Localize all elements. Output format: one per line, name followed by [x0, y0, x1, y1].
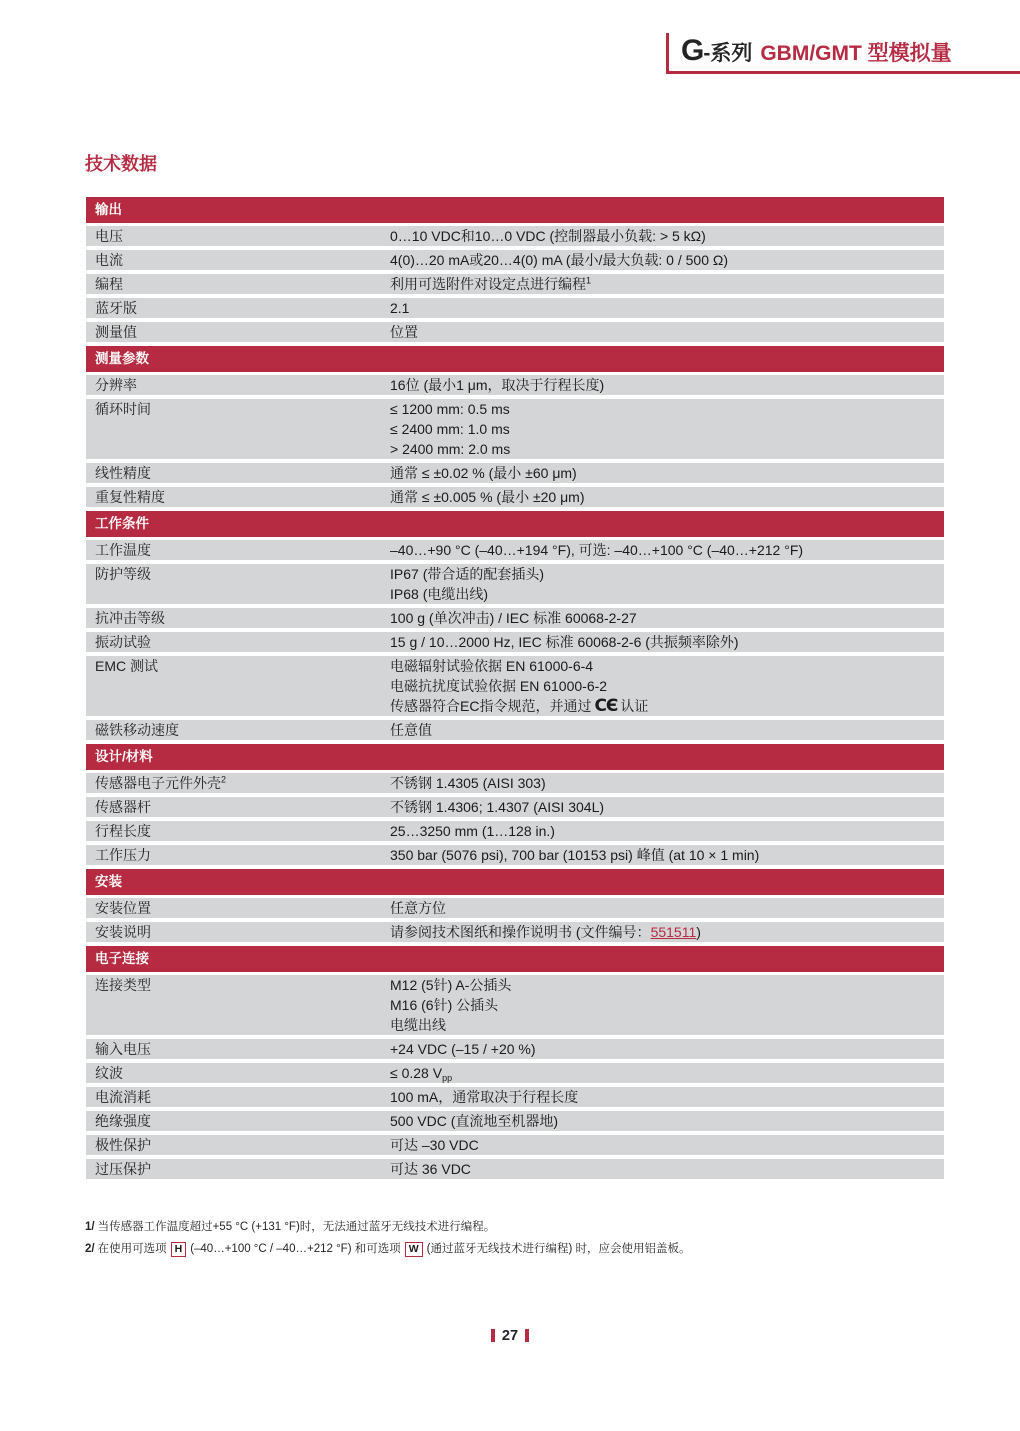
- spec-label: 线性精度: [95, 465, 151, 481]
- spec-row: [86, 540, 944, 560]
- section-header-electrical-connection: 电子连接: [86, 946, 944, 972]
- install-note-pre: 请参阅技术图纸和操作说明书 (文件编号：: [390, 924, 651, 940]
- spec-value: 0…10 VDC和10…0 VDC (控制器最小负载: > 5 kΩ): [390, 228, 706, 244]
- footnote-1-text: 当传感器工作温度超过+55 °C (+131 °F)时，无法通过蓝牙无线技术进行编程。: [97, 1221, 496, 1233]
- spec-value: 4(0)…20 mA或20…4(0) mA (最小/最大负载: 0 / 500 Ω): [390, 252, 728, 268]
- header-accent-bar: [666, 33, 669, 71]
- footnote-ref-2: 2: [221, 774, 227, 785]
- page-footer: [0, 1327, 1020, 1345]
- option-w-box: W: [405, 1242, 423, 1257]
- spec-row: [86, 375, 944, 395]
- spec-label: 循环时间: [95, 401, 151, 417]
- spec-label: 电压: [95, 228, 123, 244]
- spec-row: [86, 975, 944, 1035]
- spec-value: –40…+90 °C (–40…+194 °F), 可选: –40…+100 °C (–40…+212 °F): [390, 542, 804, 558]
- spec-value: [390, 656, 935, 716]
- spec-row: [86, 898, 944, 918]
- spec-row: [86, 463, 944, 483]
- spec-label: 安装说明: [95, 924, 151, 940]
- spec-value: 500 VDC (直流地至机器地): [390, 1113, 559, 1129]
- spec-row: [86, 656, 944, 716]
- spec-row: [86, 1087, 944, 1107]
- section-header-operating-conditions: 工作条件: [86, 511, 944, 537]
- ce-line-pre: 传感器符合EC指令规范，并通过: [390, 698, 592, 714]
- spec-value-line: > 2400 mm: 2.0 ms: [390, 441, 511, 457]
- spec-row: [86, 399, 944, 459]
- spec-value: 25…3250 mm (1…128 in.): [390, 823, 555, 839]
- footnote-2-text: 在使用可选项: [97, 1243, 167, 1255]
- spec-value-line: 电缆出线: [390, 1017, 446, 1033]
- spec-label: 行程长度: [95, 823, 151, 839]
- spec-row: [86, 922, 944, 942]
- spec-value-line: ≤ 1200 mm: 0.5 ms: [390, 401, 510, 417]
- spec-value: 可达 –30 VDC: [390, 1137, 479, 1153]
- spec-value: 不锈钢 1.4306; 1.4307 (AISI 304L): [390, 799, 605, 815]
- footnote-1-marker: 1/: [85, 1221, 95, 1233]
- spec-value: 15 g / 10…2000 Hz, IEC 标准 60068-2-6 (共振频率除外): [390, 634, 739, 650]
- spec-row: [86, 322, 944, 342]
- page-header: [681, 34, 952, 71]
- spec-value: 不锈钢 1.4305 (AISI 303): [390, 775, 546, 791]
- footnote-2: [85, 1238, 691, 1260]
- spec-row: [86, 226, 944, 246]
- spec-value: [390, 1063, 935, 1083]
- spec-label: 连接类型: [95, 977, 151, 993]
- spec-value: [390, 922, 935, 942]
- spec-row: [86, 1159, 944, 1179]
- ripple-value: ≤ 0.28 V: [390, 1065, 443, 1081]
- install-note-post: ): [696, 924, 701, 940]
- spec-value: [390, 975, 935, 1035]
- spec-value: 任意值: [390, 722, 432, 738]
- spec-value: 2.1: [390, 300, 410, 316]
- spec-label-text: 传感器电子元件外壳: [95, 775, 221, 791]
- spec-row: [86, 821, 944, 841]
- spec-row: [86, 1039, 944, 1059]
- spec-row: [86, 250, 944, 270]
- spec-label: 工作压力: [95, 847, 151, 863]
- spec-value: 100 mA，通常取决于行程长度: [390, 1089, 579, 1105]
- section-header-installation: 安装: [86, 869, 944, 895]
- page-title: 技术数据: [85, 154, 157, 174]
- spec-value: 16位 (最小1 μm，取决于行程长度): [390, 377, 605, 393]
- spec-label: EMC 测试: [95, 658, 158, 674]
- footnote-2-text: (–40…+100 °C / –40…+212 °F) 和可选项: [190, 1243, 401, 1255]
- spec-value-line: IP68 (电缆出线): [390, 586, 489, 602]
- spec-row: [86, 773, 944, 793]
- spec-row: [86, 797, 944, 817]
- spec-value-line: [390, 696, 935, 716]
- section-header-measurement-parameters: 测量参数: [86, 346, 944, 372]
- spec-label: 振动试验: [95, 634, 151, 650]
- section-header-design-materials: 设计/材料: [86, 744, 944, 770]
- spec-label: 过压保护: [95, 1161, 151, 1177]
- series-name: -系列: [703, 42, 753, 65]
- spec-value: 可达 36 VDC: [390, 1161, 471, 1177]
- spec-row: [86, 1135, 944, 1155]
- footnote-2-text: (通过蓝牙无线技术进行编程) 时，应会使用铝盖板。: [426, 1243, 691, 1255]
- spec-row: [86, 720, 944, 740]
- document-link-551511[interactable]: 551511: [650, 924, 697, 940]
- spec-row: [86, 1111, 944, 1131]
- spec-value: [390, 274, 935, 294]
- spec-value-line: IP67 (带合适的配套插头): [390, 566, 545, 582]
- spec-label: 输入电压: [95, 1041, 151, 1057]
- spec-value-line: 电磁抗扰度试验依据 EN 61000-6-2: [390, 678, 608, 694]
- spec-value-line: M16 (6针) 公插头: [390, 997, 499, 1013]
- ce-line-post: 认证: [620, 698, 649, 714]
- spec-value-text: 利用可选附件对设定点进行编程: [390, 276, 586, 292]
- spec-label: 安装位置: [95, 900, 151, 916]
- spec-label: 蓝牙版: [95, 300, 137, 316]
- page-number-bar-right: [525, 1329, 529, 1342]
- spec-value: [390, 399, 935, 459]
- header-rule: [666, 71, 1020, 74]
- spec-value-line: M12 (5针) A-公插头: [390, 977, 512, 993]
- spec-value: 位置: [390, 324, 418, 340]
- spec-value: 通常 ≤ ±0.005 % (最小 ±20 μm): [390, 489, 585, 505]
- page-number-bar-left: [491, 1329, 495, 1342]
- spec-value: 任意方位: [390, 900, 446, 916]
- spec-label: 分辨率: [95, 377, 137, 393]
- spec-row: [86, 298, 944, 318]
- footnote-1: [85, 1216, 691, 1238]
- spec-value: 100 g (单次冲击) / IEC 标准 60068-2-27: [390, 610, 637, 626]
- spec-value: 通常 ≤ ±0.02 % (最小 ±60 μm): [390, 465, 577, 481]
- spec-value-line: 电磁辐射试验依据 EN 61000-6-4: [390, 658, 594, 674]
- spec-value: +24 VDC (–15 / +20 %): [390, 1041, 536, 1057]
- spec-label: 测量值: [95, 324, 137, 340]
- spec-value-line: ≤ 2400 mm: 1.0 ms: [390, 421, 510, 437]
- spec-label: 传感器杆: [95, 799, 151, 815]
- spec-label: 电流消耗: [95, 1089, 151, 1105]
- spec-label: 极性保护: [95, 1137, 151, 1153]
- spec-table: [86, 197, 944, 1183]
- spec-row: [86, 1063, 944, 1083]
- option-h-box: H: [171, 1242, 187, 1257]
- spec-row: [86, 632, 944, 652]
- spec-label: 绝缘强度: [95, 1113, 151, 1129]
- spec-label: 抗冲击等级: [95, 610, 165, 626]
- spec-row: [86, 608, 944, 628]
- footnote-2-marker: 2/: [85, 1243, 95, 1255]
- page-number: 27: [501, 1328, 519, 1344]
- series-letter: G: [681, 34, 704, 67]
- spec-label: 电流: [95, 252, 123, 268]
- spec-label: 纹波: [95, 1065, 123, 1081]
- footnote-ref-1: 1: [586, 275, 592, 286]
- ripple-subscript: pp: [442, 1073, 453, 1083]
- spec-row: [86, 564, 944, 604]
- spec-label: 工作温度: [95, 542, 151, 558]
- spec-label: 重复性精度: [95, 489, 165, 505]
- footnotes: [85, 1216, 691, 1260]
- spec-label: [95, 773, 390, 793]
- spec-row: [86, 845, 944, 865]
- spec-row: [86, 487, 944, 507]
- header-subtitle: GBM/GMT 型模拟量: [760, 42, 952, 65]
- spec-label: 防护等级: [95, 566, 151, 582]
- ce-mark-icon: CЄ: [594, 696, 618, 716]
- section-header-output: 输出: [86, 197, 944, 223]
- spec-value: [390, 564, 935, 604]
- spec-row: [86, 274, 944, 294]
- spec-value: 350 bar (5076 psi), 700 bar (10153 psi) 峰值 (at 10 × 1 min): [390, 847, 760, 863]
- spec-label: 编程: [95, 276, 123, 292]
- spec-label: 磁铁移动速度: [95, 722, 179, 738]
